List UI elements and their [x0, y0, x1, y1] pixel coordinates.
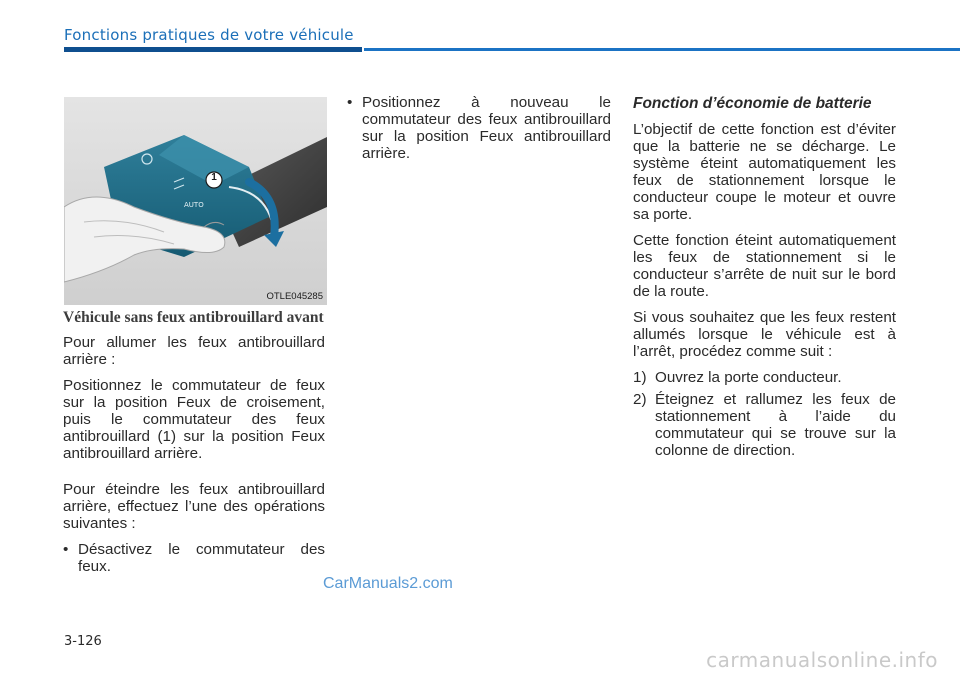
section-title: Fonctions pratiques de votre véhicule [64, 26, 354, 44]
paragraph: Si vous souhaitez que les feux restent allumés lorsque le véhicule est à l’arrêt, procédez comme suit : [633, 309, 896, 360]
fog-light-switch-illustration [64, 97, 327, 305]
step-number: 1) [633, 369, 647, 386]
bullet-item: • Désactivez le commutateur des feux. [63, 541, 325, 575]
step-number: 2) [633, 391, 647, 408]
paragraph: Pour allumer les feux antibrouillard arrière : [63, 334, 325, 368]
left-column [63, 309, 325, 584]
subsection-heading: Véhicule sans feux antibrouillard avant [63, 309, 324, 326]
stalk-drawing [64, 97, 327, 305]
page-number: 3-126 [64, 634, 102, 649]
figure-code: OTLE045285 [266, 291, 323, 302]
step-item [633, 391, 896, 459]
footer-watermark: carmanualsonline.info [706, 648, 938, 672]
watermark-link[interactable]: CarManuals2.com [323, 575, 453, 592]
step-text: Éteignez et rallumez les feux de stationnement à l’aide du commutateur qui se trouve sur la colonne de direction. [655, 391, 896, 459]
bullet-item: • Positionnez à nouveau le commutateur des feux antibrouillard sur la position Feux antibrouillard arrière. [347, 94, 611, 162]
callout-1: 1 [211, 172, 217, 183]
step-item [633, 369, 896, 386]
header-rule-light [364, 48, 960, 51]
step-text: Ouvrez la porte conducteur. [655, 369, 842, 386]
battery-saver-heading: Fonction d’économie de batterie [633, 95, 872, 112]
svg-text:AUTO: AUTO [184, 201, 204, 209]
header-rule-dark [64, 47, 362, 52]
paragraph: Positionnez le commutateur de feux sur la position Feux de croisement, puis le commutateur des feux antibrouillard (1) sur la position Feux antibrouillard arrière. [63, 377, 325, 462]
right-column [633, 94, 896, 464]
middle-column [347, 94, 611, 171]
paragraph: Pour éteindre les feux antibrouillard arrière, effectuez l’une des opérations suivantes : [63, 481, 325, 532]
paragraph: L’objectif de cette fonction est d’éviter que la batterie ne se décharge. Le système éteint automatiquement les feux de stationnement lorsque le conducteur coupe le moteur et ouvre sa porte. [633, 121, 896, 223]
paragraph: Cette fonction éteint automatiquement les feux de stationnement si le conducteur s’arrête de nuit sur le bord de la route. [633, 232, 896, 300]
